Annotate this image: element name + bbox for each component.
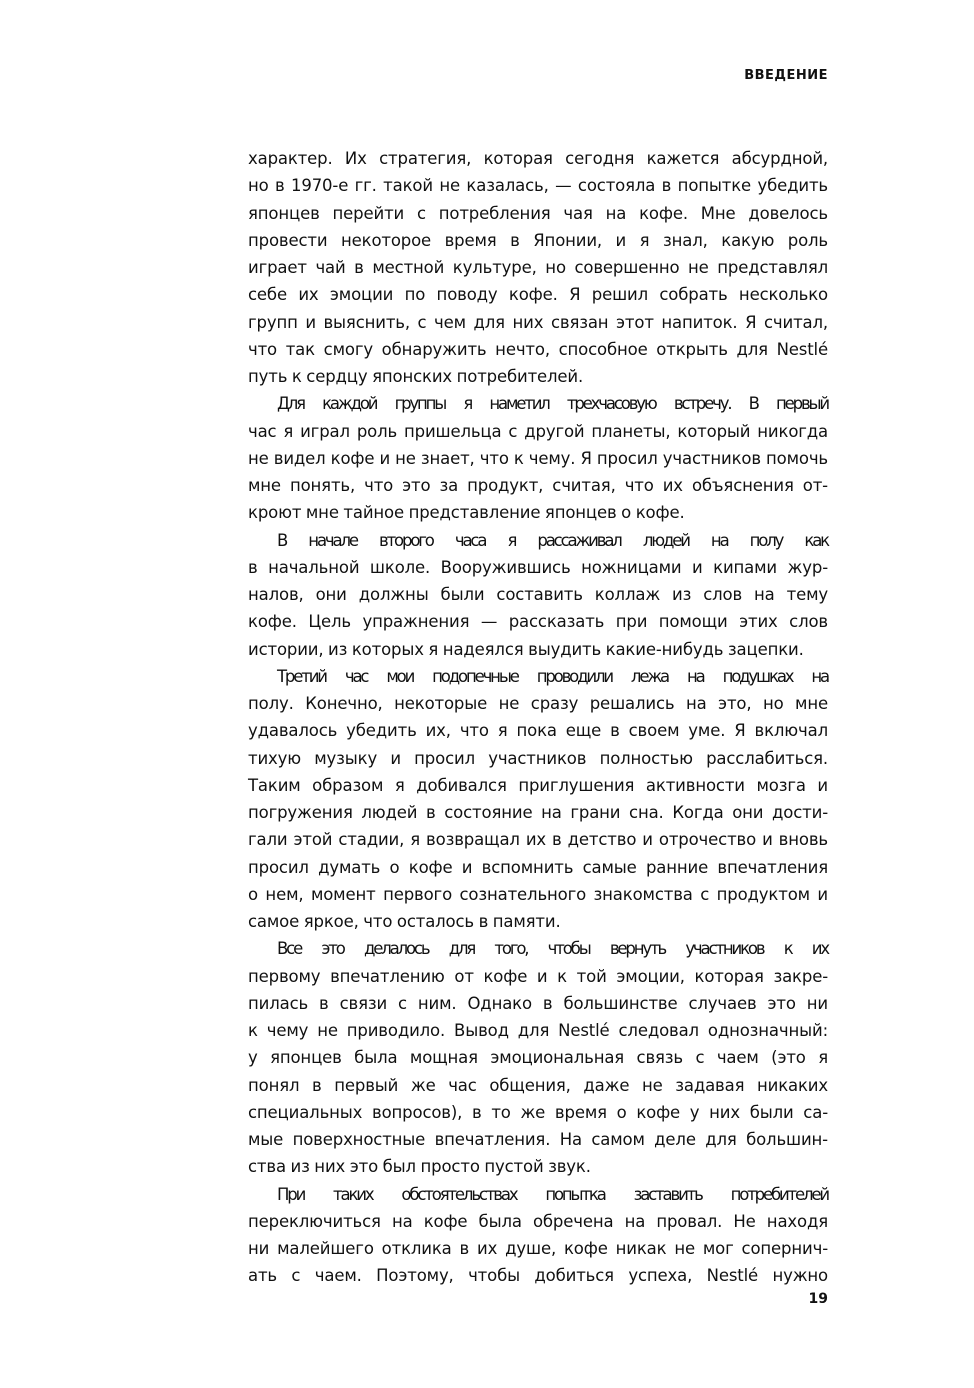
text-line: полу. Конечно, некоторые не сразу решались на это, но мне — [248, 694, 828, 713]
page-number: 19 — [808, 1291, 828, 1307]
text-line: специальных вопросов), в то же время о кофе у них были са- — [248, 1102, 828, 1122]
text-line: Для каждой группы я наметил трехчасовую встречу. В первый — [277, 394, 828, 414]
text-line: истории, из которых я надеялся выудить какие-нибудь зацепки. — [248, 639, 804, 659]
text-line: налов, они должны были составить коллаж из слов на тему — [248, 585, 828, 604]
text-line: просил думать о кофе и вспомнить самые ранние впечатления — [248, 857, 828, 877]
text-line: играет чай в местной культуре, но совершенно не представлял — [248, 258, 828, 277]
text-line: ства из них это был просто пустой звук. — [248, 1157, 591, 1177]
body-text — [248, 145, 828, 1290]
text-line: у японцев была мощная эмоциональная связь с чаем (это я — [248, 1048, 828, 1068]
text-line: путь к сердцу японских потребителей. — [248, 367, 584, 386]
text-line: к чему не приводило. Вывод для Nestlé следовал однозначный: — [248, 1021, 828, 1040]
text-line: мне понять, что это за продукт, считая, что их объяснения от- — [248, 476, 828, 495]
text-line: что так смогу обнаружить нечто, способное открыть для Nestlé — [248, 339, 828, 359]
text-line: пилась в связи с ним. Однако в большинстве случаев это ни — [248, 993, 828, 1013]
text-line: характер. Их стратегия, которая сегодня кажется абсурдной, — [248, 149, 828, 168]
text-line: удавалось убедить их, что я пока еще в своем уме. Я включал — [248, 721, 828, 741]
text-line: в начальной школе. Вооружившись ножницами и кипами жур- — [248, 557, 828, 577]
text-line: Третий час мои подопечные проводили лежа на подушках на — [277, 666, 828, 686]
text-line: Все это делалось для того, чтобы вернуть участников к их — [277, 939, 828, 959]
text-line: погружения людей в состояние на грани сна. Когда они дости- — [248, 803, 828, 822]
text-line: тихую музыку и просил участников полностью расслабиться. — [248, 748, 828, 768]
text-line: ни малейшего отклика в их душе, кофе никак не мог сопернич- — [248, 1239, 828, 1258]
text-line: о нем, момент первого сознательного знакомства с продуктом и — [248, 884, 828, 904]
text-line: японцев перейти с потребления чая на кофе. Мне довелось — [248, 203, 828, 223]
text-line: мые поверхностные впечатления. На самом деле для большин- — [248, 1130, 828, 1149]
text-line: не видел кофе и не знает, что к чему. Я просил участников помочь — [248, 448, 828, 468]
running-head: ВВЕДЕНИЕ — [744, 68, 828, 83]
text-line: кофе. Цель упражнения — рассказать при помощи этих слов — [248, 612, 828, 632]
text-line: час я играл роль пришельца с другой планеты, который никогда — [248, 421, 828, 441]
text-line: себе их эмоции по поводу кофе. Я решил собрать несколько — [248, 285, 828, 305]
text-line: понял в первый же час общения, даже не задавая никаких — [248, 1075, 828, 1095]
text-line: самое яркое, что осталось в памяти. — [248, 912, 561, 931]
text-line: Таким образом я добивался приглушения активности мозга и — [248, 775, 828, 795]
text-line: переключиться на кофе была обречена на провал. Не находя — [248, 1211, 828, 1231]
text-line: первому впечатлению от кофе и к той эмоции, которая закре- — [248, 966, 828, 986]
text-line: При таких обстоятельствах попытка заставить потребителей — [277, 1184, 828, 1204]
text-line: но в 1970-е гг. такой не казалась, — состояла в попытке убедить — [248, 176, 828, 196]
text-line: гали этой стадии, я возвращал их в детство и отрочество и вновь — [248, 830, 828, 850]
text-line: кроют мне тайное представление японцев о кофе. — [248, 503, 685, 523]
text-line: групп и выяснить, с чем для них связан этот напиток. Я считал, — [248, 312, 828, 332]
text-line: В начале второго часа я рассаживал людей на полу как — [277, 530, 828, 550]
text-line: ать с чаем. Поэтому, чтобы добиться успеха, Nestlé нужно — [248, 1266, 828, 1286]
text-line: провести некоторое время в Японии, и я знал, какую роль — [248, 230, 828, 250]
